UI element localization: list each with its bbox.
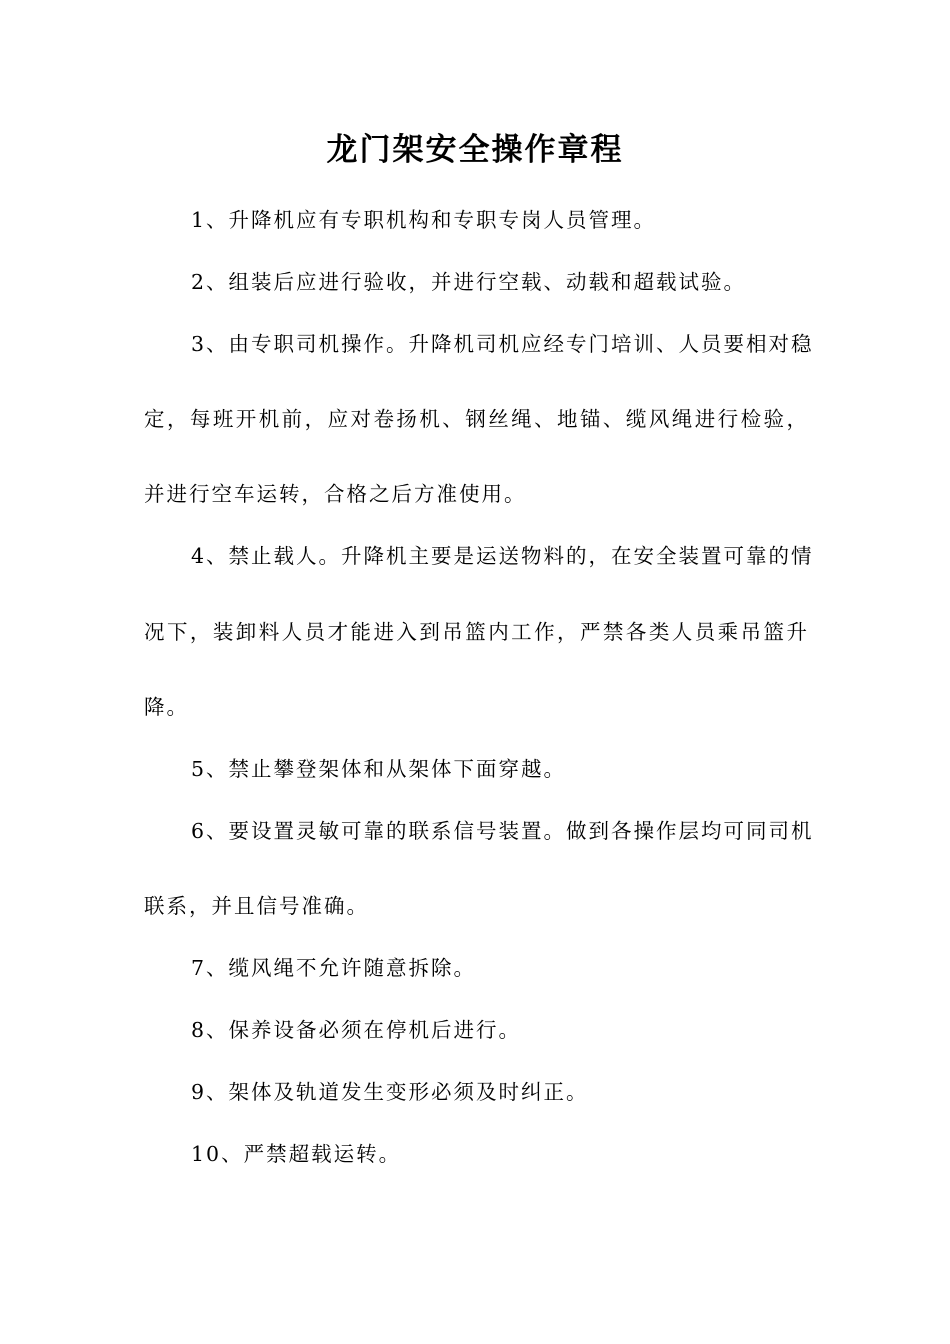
item-3-line-2: 定，每班开机前，应对卷扬机、钢丝绳、地锚、缆风绳进行检验，	[144, 407, 809, 431]
item-4-line-1: 4、禁止载人。升降机主要是运送物料的，在安全装置可靠的情	[191, 544, 814, 568]
item-4-line-2: 况下，装卸料人员才能进入到吊篮内工作，严禁各类人员乘吊篮升	[144, 620, 809, 644]
item-7-line-1: 7、缆风绳不允许随意拆除。	[191, 956, 477, 980]
item-3-line-1: 3、由专职司机操作。升降机司机应经专门培训、人员要相对稳	[191, 332, 814, 356]
item-5-line-1: 5、禁止攀登架体和从架体下面穿越。	[191, 757, 567, 781]
item-6-line-2: 联系，并且信号准确。	[144, 894, 369, 918]
document-title: 龙门架安全操作章程	[326, 132, 624, 168]
item-4-line-3: 降。	[144, 695, 189, 719]
item-2-line-1: 2、组装后应进行验收，并进行空载、动载和超载试验。	[191, 270, 747, 294]
item-1-line-1: 1、升降机应有专职机构和专职专岗人员管理。	[191, 208, 657, 232]
item-6-line-1: 6、要设置灵敏可靠的联系信号装置。做到各操作层均可同司机	[191, 819, 814, 843]
item-8-line-1: 8、保养设备必须在停机后进行。	[191, 1018, 522, 1042]
item-9-line-1: 9、架体及轨道发生变形必须及时纠正。	[191, 1080, 589, 1104]
item-10-line-1: 10、严禁超载运转。	[191, 1142, 402, 1166]
item-3-line-3: 并进行空车运转，合格之后方准使用。	[144, 482, 527, 506]
